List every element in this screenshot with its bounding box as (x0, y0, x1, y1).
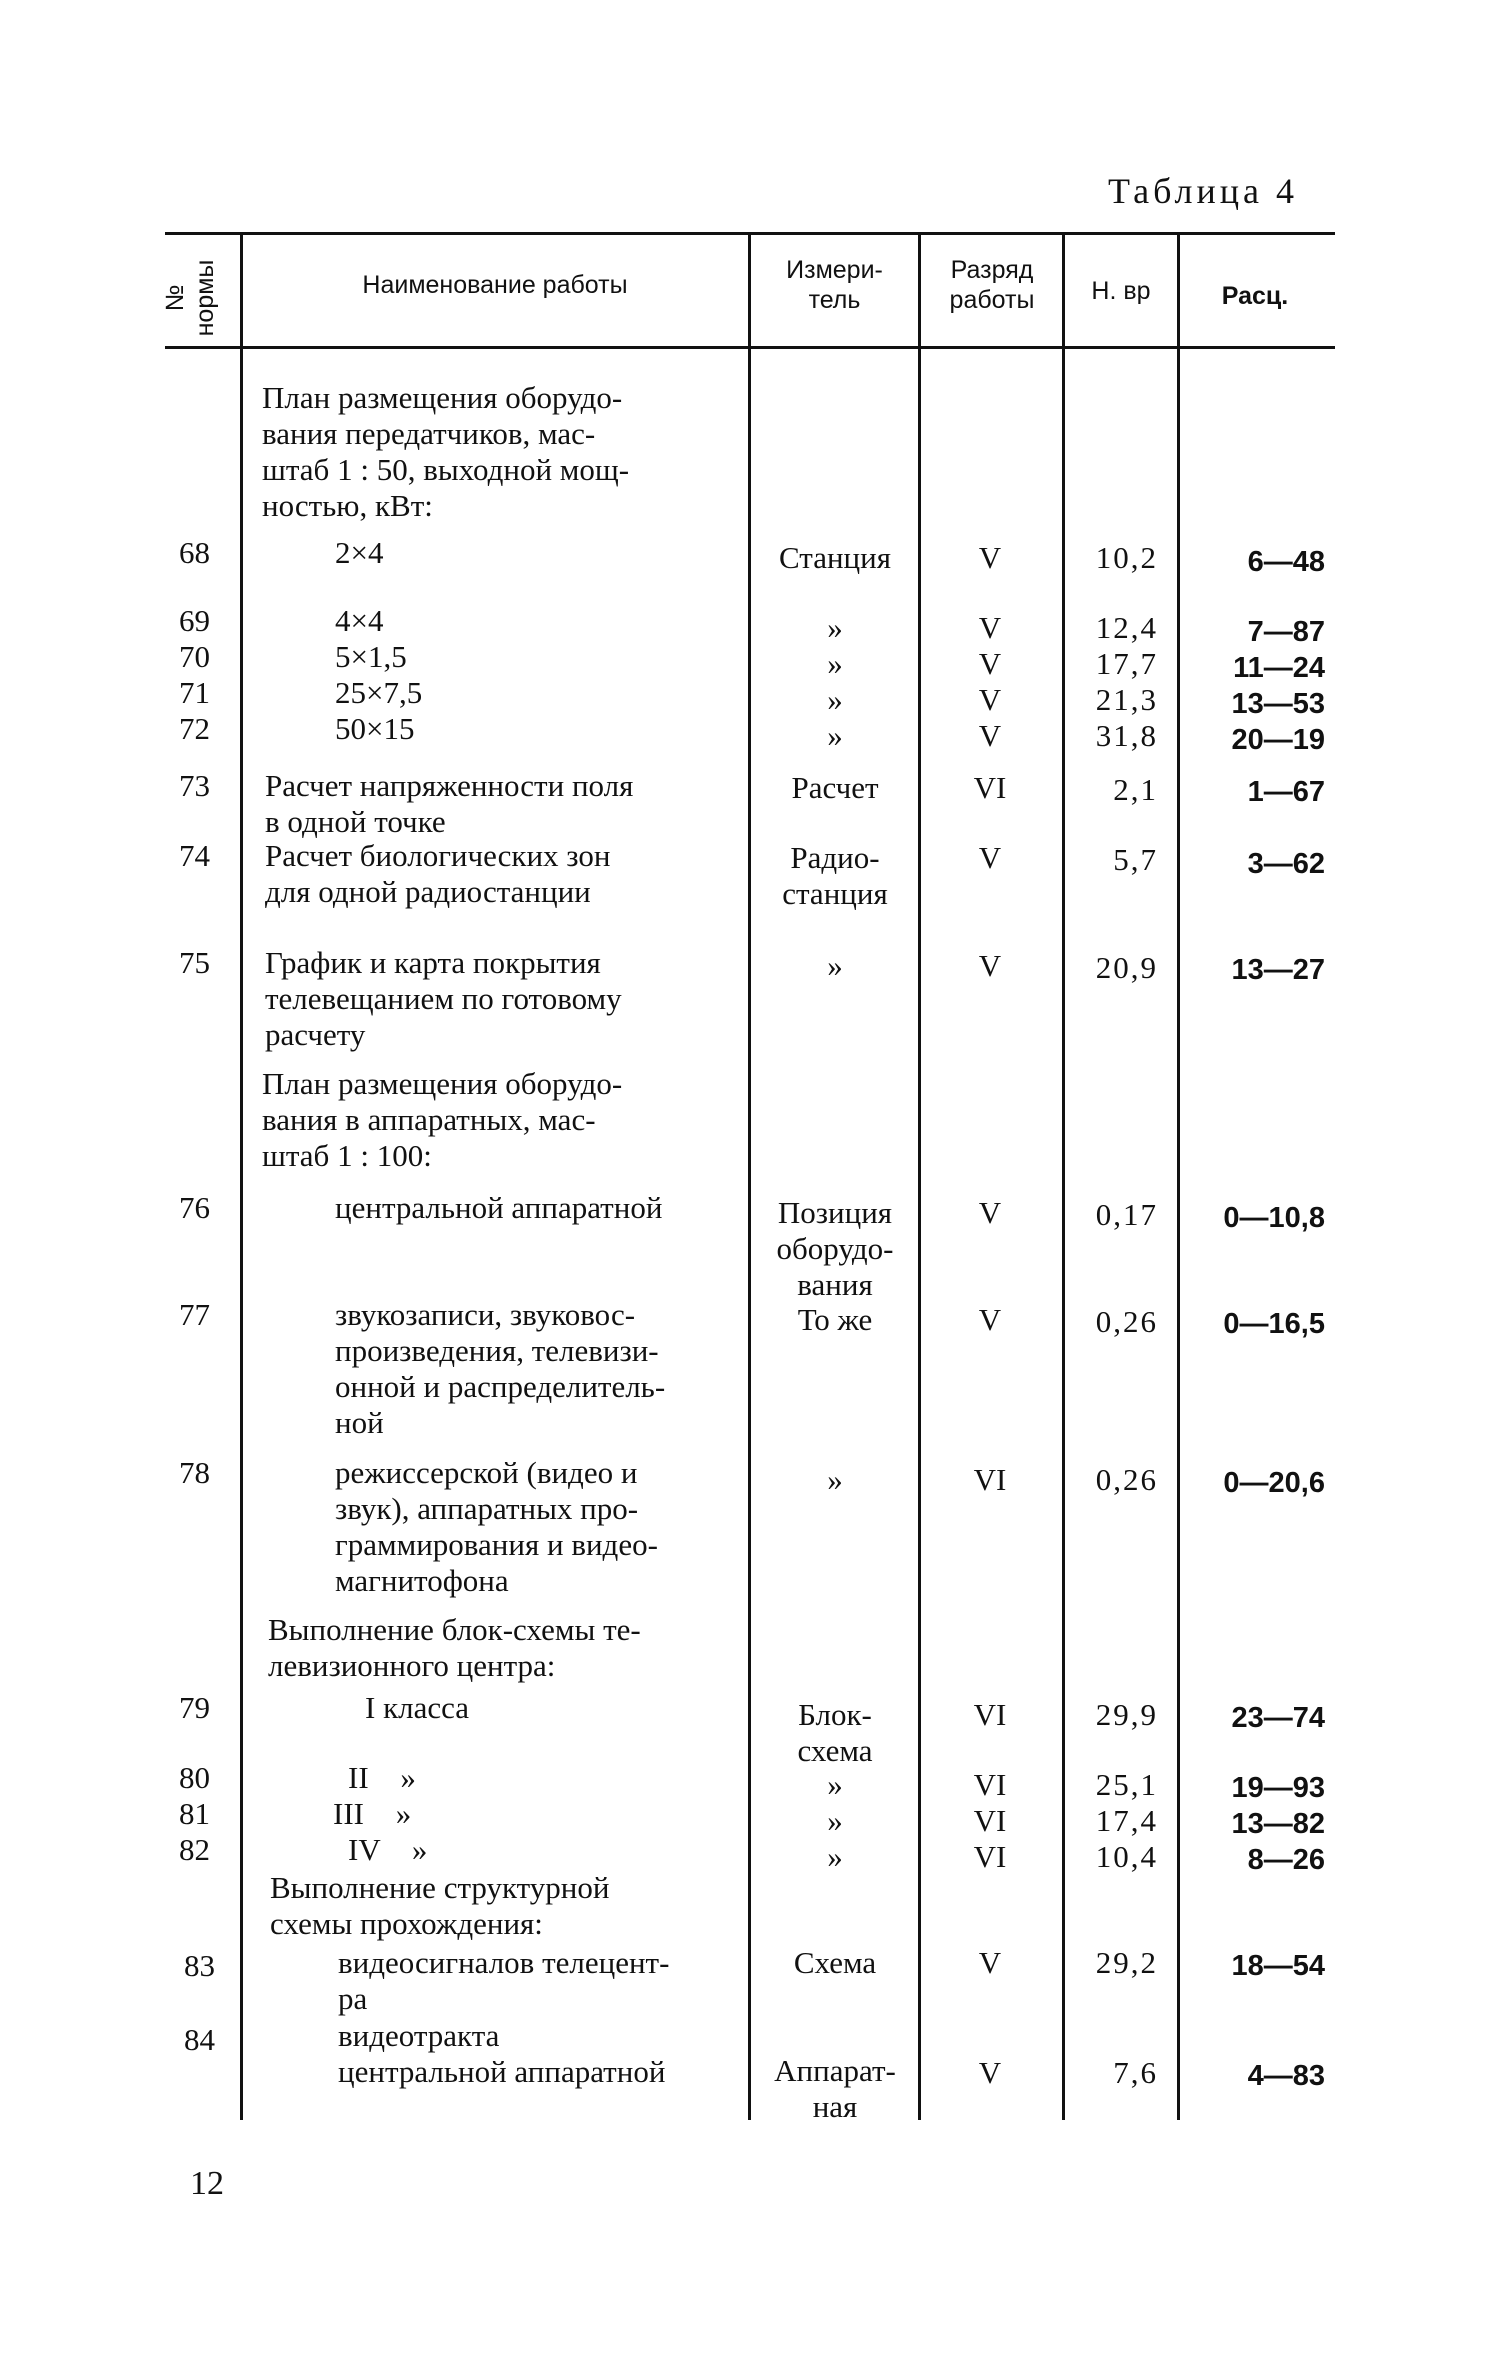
row-84-no: 84 (184, 2022, 215, 2057)
row-76-name: центральной аппаратной (335, 1190, 663, 1225)
row-78-hours: 0,26 (1095, 1462, 1158, 1497)
row-68-no: 68 (179, 535, 210, 570)
row-74-unit: Радио- станция (782, 840, 888, 911)
group-title-transmitters: План размещения оборудо- вания передатчиков, мас- штаб 1 : 50, выходной мощ- ностью, кВт: (262, 380, 630, 523)
row-82-hours: 10,4 (1095, 1839, 1158, 1874)
col-divider-3 (918, 232, 921, 2120)
header-unit: Измери- тель (786, 256, 883, 314)
row-75-hours: 20,9 (1095, 950, 1158, 985)
row-82-rate: 8—26 (1247, 1844, 1325, 1876)
row-70-grade: V (978, 646, 1002, 681)
row-75-grade: V (978, 948, 1002, 983)
row-69-unit: » (827, 610, 843, 645)
row-70-unit: » (827, 646, 843, 681)
row-70-hours: 17,7 (1095, 646, 1158, 681)
header-name: Наименование работы (362, 271, 628, 299)
row-81-rate: 13—82 (1231, 1808, 1325, 1840)
row-83-rate: 18—54 (1231, 1950, 1325, 1982)
row-79-name: I класса (365, 1690, 470, 1725)
row-71-rate: 13—53 (1231, 688, 1325, 720)
row-81-name: III » (333, 1796, 412, 1831)
header-grade: Разряд работы (949, 256, 1035, 314)
row-77-name: звукозаписи, звуковос- произведения, телевизи- онной и распределитель- ной (335, 1297, 666, 1440)
row-73-no: 73 (179, 768, 210, 803)
row-75-rate: 13—27 (1231, 954, 1325, 986)
row-69-hours: 12,4 (1095, 610, 1158, 645)
row-69-rate: 7—87 (1247, 616, 1325, 648)
row-73-name: Расчет напряженности поля в одной точке (265, 768, 634, 839)
row-82-no: 82 (179, 1832, 210, 1867)
row-72-name: 50×15 (335, 711, 415, 746)
header-hours: Н. вр (1091, 277, 1151, 305)
row-75-no: 75 (179, 945, 210, 980)
row-76-rate: 0—10,8 (1223, 1202, 1325, 1234)
row-78-rate: 0—20,6 (1223, 1467, 1325, 1499)
row-74-name: Расчет биологических зон для одной радиостанции (265, 838, 611, 909)
row-80-rate: 19—93 (1231, 1772, 1325, 1804)
row-72-rate: 20—19 (1231, 724, 1325, 756)
group-title-apparatus: План размещения оборудо- вания в аппаратных, мас- штаб 1 : 100: (262, 1066, 623, 1173)
row-77-unit: То же (797, 1302, 873, 1337)
row-84-grade: V (978, 2055, 1002, 2090)
row-74-no: 74 (179, 838, 210, 873)
row-77-rate: 0—16,5 (1223, 1308, 1325, 1340)
row-73-hours: 2,1 (1113, 772, 1158, 807)
row-68-hours: 10,2 (1095, 540, 1158, 575)
row-76-no: 76 (179, 1190, 210, 1225)
row-72-unit: » (827, 718, 843, 753)
row-79-unit: Блок- схема (797, 1697, 873, 1768)
row-71-no: 71 (179, 675, 210, 710)
row-77-grade: V (978, 1302, 1002, 1337)
row-75-name: График и карта покрытия телевещанием по готовому расчету (265, 945, 622, 1052)
table-title: Таблица 4 (1108, 171, 1298, 211)
row-78-unit: » (827, 1462, 843, 1497)
row-84-unit: Аппарат- ная (774, 2053, 896, 2124)
row-70-no: 70 (179, 639, 210, 674)
row-81-grade: VI (973, 1803, 1007, 1838)
row-71-hours: 21,3 (1095, 682, 1158, 717)
row-82-name: IV » (348, 1832, 428, 1867)
row-76-hours: 0,17 (1095, 1197, 1158, 1232)
row-68-rate: 6—48 (1247, 546, 1325, 578)
row-83-hours: 29,2 (1095, 1945, 1158, 1980)
row-70-name: 5×1,5 (335, 639, 407, 674)
row-69-name: 4×4 (335, 603, 384, 638)
col-divider-2 (748, 232, 751, 2120)
row-83-name: видеосигналов телецент- ра (338, 1945, 670, 2016)
row-84-hours: 7,6 (1113, 2055, 1158, 2090)
row-81-hours: 17,4 (1095, 1803, 1158, 1838)
row-69-grade: V (978, 610, 1002, 645)
row-84-name: видеотракта центральной аппаратной (338, 2018, 666, 2089)
row-68-unit: Станция (779, 540, 891, 575)
row-79-no: 79 (179, 1690, 210, 1725)
header-norm-no: № нормы (161, 259, 219, 337)
col-divider-1 (240, 232, 243, 2120)
row-76-grade: V (978, 1195, 1002, 1230)
row-74-hours: 5,7 (1113, 842, 1158, 877)
row-74-rate: 3—62 (1247, 848, 1325, 880)
row-72-hours: 31,8 (1095, 718, 1158, 753)
row-79-rate: 23—74 (1231, 1702, 1325, 1734)
col-divider-4 (1062, 232, 1065, 2120)
group-title-block-scheme: Выполнение блок-схемы те- левизионного центра: (268, 1612, 641, 1683)
row-78-grade: VI (973, 1462, 1007, 1497)
group-title-structural: Выполнение структурной схемы прохождения: (270, 1870, 610, 1941)
row-73-rate: 1—67 (1247, 776, 1325, 808)
row-72-grade: V (978, 718, 1002, 753)
row-78-no: 78 (179, 1455, 210, 1490)
row-81-unit: » (827, 1803, 843, 1838)
row-78-name: режиссерской (видео и звук), аппаратных про- граммирования и видео- магнитофона (335, 1455, 658, 1598)
row-79-grade: VI (973, 1697, 1007, 1732)
row-77-no: 77 (179, 1297, 210, 1332)
row-77-hours: 0,26 (1095, 1304, 1158, 1339)
col-divider-5 (1177, 232, 1180, 2120)
row-72-no: 72 (179, 711, 210, 746)
row-68-grade: V (978, 540, 1002, 575)
row-80-name: II » (348, 1760, 416, 1795)
row-83-grade: V (978, 1945, 1002, 1980)
row-71-unit: » (827, 682, 843, 717)
header-rate: Расц. (1221, 282, 1289, 310)
row-80-unit: » (827, 1767, 843, 1802)
row-74-grade: V (978, 840, 1002, 875)
row-71-grade: V (978, 682, 1002, 717)
row-76-unit: Позиция оборудо- вания (776, 1195, 894, 1302)
row-82-unit: » (827, 1839, 843, 1874)
row-71-name: 25×7,5 (335, 675, 423, 710)
row-81-no: 81 (179, 1796, 210, 1831)
row-83-unit: Схема (793, 1945, 877, 1980)
row-83-no: 83 (184, 1948, 215, 1983)
row-75-unit: » (827, 948, 843, 983)
row-80-hours: 25,1 (1095, 1767, 1158, 1802)
row-69-no: 69 (179, 603, 210, 638)
row-82-grade: VI (973, 1839, 1007, 1874)
row-84-rate: 4—83 (1247, 2060, 1325, 2092)
row-73-grade: VI (973, 770, 1007, 805)
row-68-name: 2×4 (335, 535, 384, 570)
row-80-grade: VI (973, 1767, 1007, 1802)
row-73-unit: Расчет (791, 770, 879, 805)
row-79-hours: 29,9 (1095, 1697, 1158, 1732)
row-70-rate: 11—24 (1233, 652, 1325, 684)
row-80-no: 80 (179, 1760, 210, 1795)
page-number: 12 (190, 2165, 224, 2202)
